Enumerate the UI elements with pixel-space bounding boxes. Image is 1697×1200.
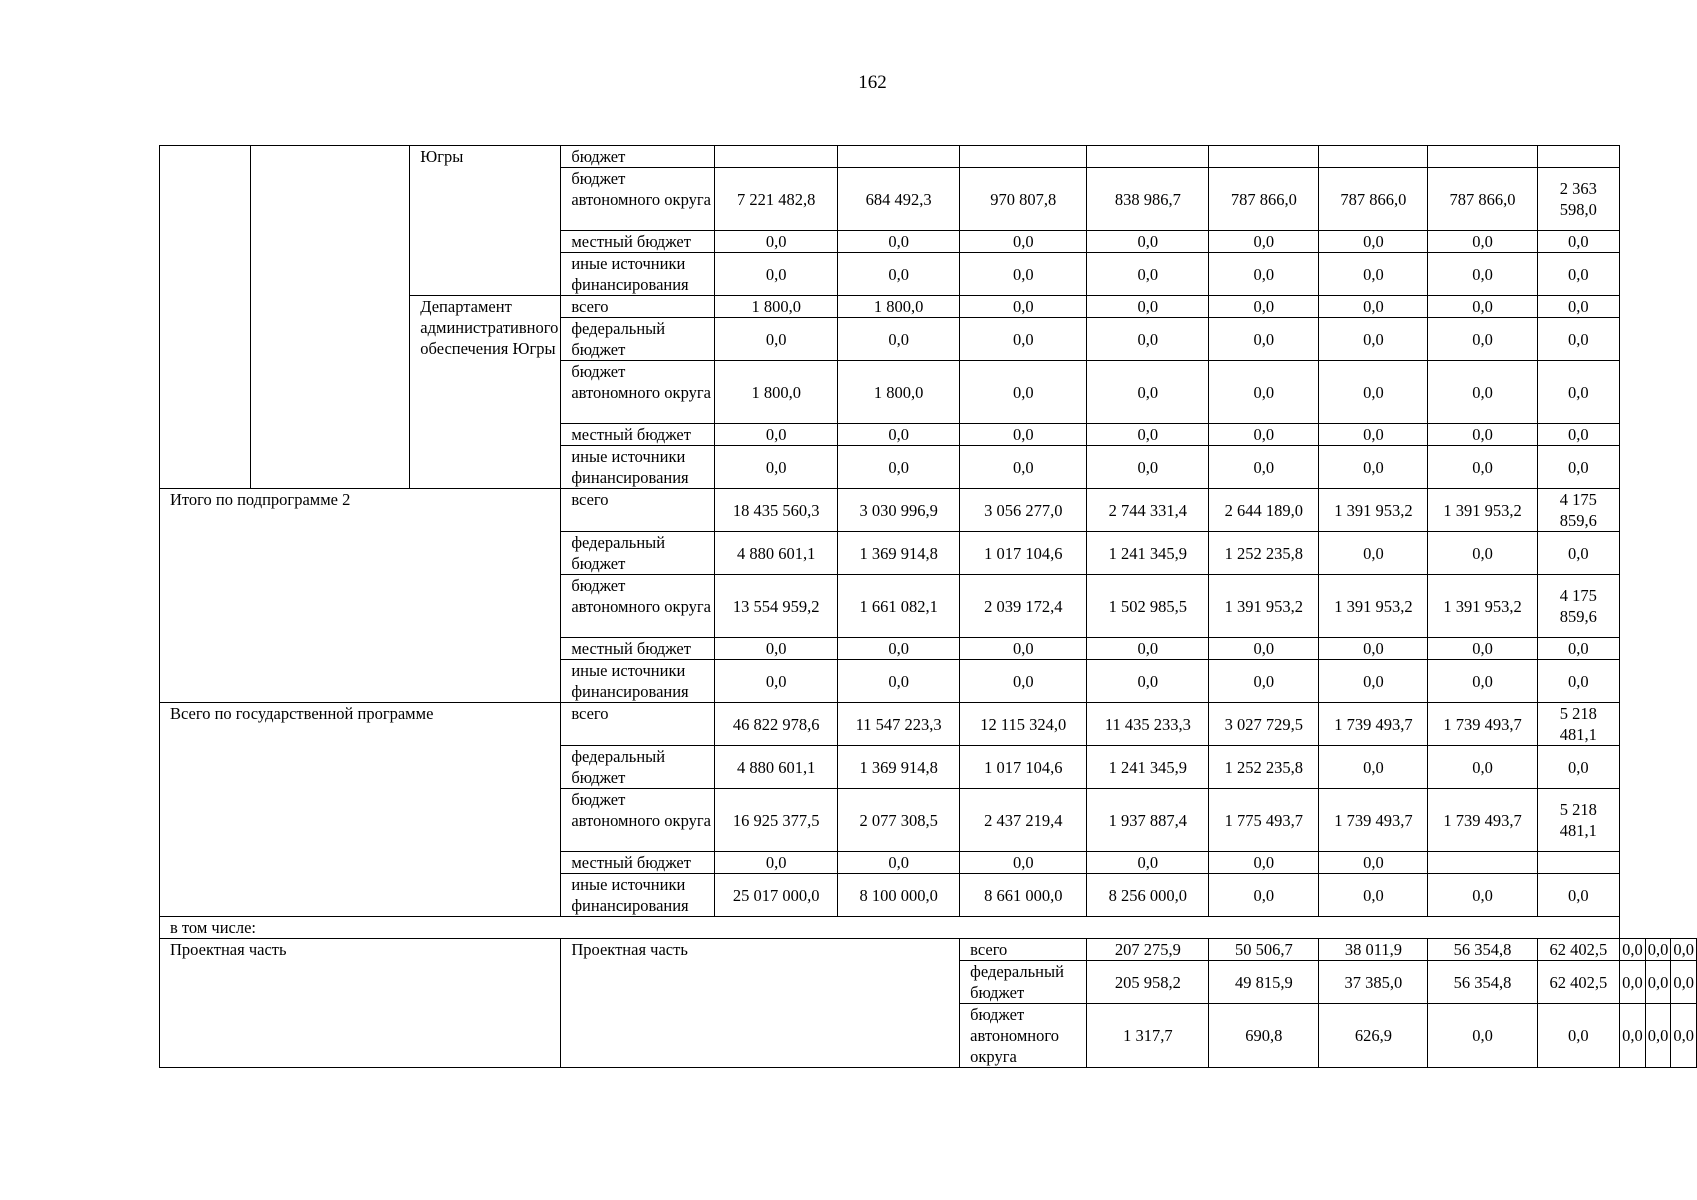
amount-cell: 1 800,0 <box>715 296 838 318</box>
amount-cell <box>838 146 960 168</box>
table-row <box>160 939 1697 961</box>
executor-cell: Югры <box>410 146 561 296</box>
amount-cell: 1 241 345,9 <box>1087 532 1209 575</box>
amount-cell: 38 011,9 <box>1319 939 1428 961</box>
funding-source-cell: бюджет автономного округа <box>561 168 715 231</box>
amount-cell: 0,0 <box>1428 318 1537 361</box>
amount-cell: 8 100 000,0 <box>838 874 960 917</box>
amount-cell: 0,0 <box>1087 253 1209 296</box>
amount-cell: 1 391 953,2 <box>1428 489 1537 532</box>
amount-cell: 626,9 <box>1319 1004 1428 1068</box>
amount-cell: 0,0 <box>1209 874 1319 917</box>
amount-cell: 0,0 <box>1319 318 1428 361</box>
amount-cell: 0,0 <box>838 638 960 660</box>
amount-cell: 0,0 <box>1537 446 1620 489</box>
amount-cell: 62 402,5 <box>1537 961 1620 1004</box>
amount-cell: 1 252 235,8 <box>1209 746 1319 789</box>
amount-cell: 0,0 <box>1319 296 1428 318</box>
amount-cell <box>1319 146 1428 168</box>
amount-cell: 0,0 <box>1087 424 1209 446</box>
funding-source-cell: федеральный бюджет <box>960 961 1087 1004</box>
table-row <box>160 917 1697 939</box>
amount-cell: 49 815,9 <box>1209 961 1319 1004</box>
amount-cell: 0,0 <box>1209 361 1319 424</box>
amount-cell: 0,0 <box>1209 296 1319 318</box>
amount-cell: 0,0 <box>1428 660 1537 703</box>
amount-cell: 1 369 914,8 <box>838 746 960 789</box>
amount-cell: 0,0 <box>1319 852 1428 874</box>
amount-cell: 0,0 <box>1319 424 1428 446</box>
funding-source-cell: иные источники финансирования <box>561 660 715 703</box>
funding-source-cell: местный бюджет <box>561 231 715 253</box>
amount-cell: 3 056 277,0 <box>960 489 1087 532</box>
amount-cell: 0,0 <box>960 424 1087 446</box>
event-name-cell <box>251 146 410 489</box>
program-number-cell <box>160 146 251 489</box>
amount-cell: 0,0 <box>960 638 1087 660</box>
amount-cell <box>1087 146 1209 168</box>
amount-cell: 0,0 <box>715 638 838 660</box>
amount-cell: 1 017 104,6 <box>960 532 1087 575</box>
amount-cell: 0,0 <box>1428 424 1537 446</box>
amount-cell: 0,0 <box>1537 746 1620 789</box>
funding-source-cell: иные источники финансирования <box>561 874 715 917</box>
amount-cell: 0,0 <box>1319 532 1428 575</box>
amount-cell: 0,0 <box>1620 939 1646 961</box>
amount-cell: 0,0 <box>960 296 1087 318</box>
funding-source-cell: местный бюджет <box>561 852 715 874</box>
table-row <box>160 703 1697 746</box>
amount-cell: 0,0 <box>1209 660 1319 703</box>
amount-cell: 0,0 <box>715 852 838 874</box>
amount-cell: 0,0 <box>1537 1004 1620 1068</box>
amount-cell: 0,0 <box>1537 296 1620 318</box>
executor-cell: Департамент административного обеспечения Югры <box>410 296 561 489</box>
funding-source-cell: всего <box>960 939 1087 961</box>
amount-cell: 0,0 <box>838 660 960 703</box>
amount-cell: 0,0 <box>1428 361 1537 424</box>
amount-cell: 1 241 345,9 <box>1087 746 1209 789</box>
amount-cell: 0,0 <box>715 424 838 446</box>
amount-cell: 56 354,8 <box>1428 939 1537 961</box>
amount-cell: 13 554 959,2 <box>715 575 838 638</box>
amount-cell: 1 391 953,2 <box>1319 489 1428 532</box>
funding-source-cell: иные источники финансирования <box>561 446 715 489</box>
amount-cell: 205 958,2 <box>1087 961 1209 1004</box>
funding-source-cell: всего <box>561 489 715 532</box>
amount-cell: 1 800,0 <box>838 361 960 424</box>
amount-cell: 2 039 172,4 <box>960 575 1087 638</box>
funding-source-cell: всего <box>561 703 715 746</box>
funding-source-cell: бюджет <box>561 146 715 168</box>
amount-cell: 0,0 <box>960 660 1087 703</box>
amount-cell: 0,0 <box>1671 961 1697 1004</box>
amount-cell: 0,0 <box>1537 231 1620 253</box>
amount-cell: 4 175 859,6 <box>1537 489 1620 532</box>
amount-cell: 0,0 <box>1537 638 1620 660</box>
amount-cell <box>960 146 1087 168</box>
amount-cell: 207 275,9 <box>1087 939 1209 961</box>
amount-cell <box>1537 852 1620 874</box>
table-row <box>160 489 1697 532</box>
funding-source-cell: федеральный бюджет <box>561 746 715 789</box>
amount-cell: 0,0 <box>960 361 1087 424</box>
amount-cell: 0,0 <box>838 318 960 361</box>
amount-cell: 5 218 481,1 <box>1537 789 1620 852</box>
amount-cell: 12 115 324,0 <box>960 703 1087 746</box>
amount-cell: 0,0 <box>1209 446 1319 489</box>
amount-cell: 0,0 <box>1428 253 1537 296</box>
amount-cell: 0,0 <box>1537 874 1620 917</box>
funding-source-cell: федеральный бюджет <box>561 532 715 575</box>
amount-cell: 0,0 <box>1087 361 1209 424</box>
amount-cell: 0,0 <box>838 253 960 296</box>
amount-cell: 0,0 <box>715 253 838 296</box>
page-number: 162 <box>858 72 887 93</box>
amount-cell: 1 017 104,6 <box>960 746 1087 789</box>
amount-cell: 1 252 235,8 <box>1209 532 1319 575</box>
funding-source-cell: иные источники финансирования <box>561 253 715 296</box>
amount-cell: 11 547 223,3 <box>838 703 960 746</box>
amount-cell: 787 866,0 <box>1209 168 1319 231</box>
amount-cell: 0,0 <box>1537 532 1620 575</box>
amount-cell: 0,0 <box>1319 874 1428 917</box>
funding-source-cell: местный бюджет <box>561 638 715 660</box>
amount-cell: 0,0 <box>715 318 838 361</box>
amount-cell: 0,0 <box>1537 660 1620 703</box>
amount-cell: 56 354,8 <box>1428 961 1537 1004</box>
amount-cell: 3 030 996,9 <box>838 489 960 532</box>
funding-source-cell: бюджет автономного округа <box>561 361 715 424</box>
amount-cell: 0,0 <box>1428 231 1537 253</box>
amount-cell: 37 385,0 <box>1319 961 1428 1004</box>
amount-cell: 787 866,0 <box>1428 168 1537 231</box>
amount-cell: 2 363 598,0 <box>1537 168 1620 231</box>
amount-cell: 0,0 <box>1209 638 1319 660</box>
amount-cell: 0,0 <box>1319 253 1428 296</box>
amount-cell: 0,0 <box>1319 231 1428 253</box>
amount-cell: 1 739 493,7 <box>1319 789 1428 852</box>
amount-cell: 1 800,0 <box>838 296 960 318</box>
amount-cell <box>715 146 838 168</box>
amount-cell: 0,0 <box>1671 1004 1697 1068</box>
funding-source-cell: бюджет автономного округа <box>561 575 715 638</box>
amount-cell: 0,0 <box>1428 746 1537 789</box>
amount-cell: 1 739 493,7 <box>1428 789 1537 852</box>
amount-cell: 0,0 <box>838 424 960 446</box>
amount-cell: 2 077 308,5 <box>838 789 960 852</box>
amount-cell: 7 221 482,8 <box>715 168 838 231</box>
amount-cell: 0,0 <box>838 446 960 489</box>
amount-cell: 0,0 <box>1319 746 1428 789</box>
table-row <box>160 146 1697 168</box>
amount-cell: 0,0 <box>1428 532 1537 575</box>
amount-cell: 0,0 <box>1087 852 1209 874</box>
amount-cell: 690,8 <box>1209 1004 1319 1068</box>
amount-cell: 18 435 560,3 <box>715 489 838 532</box>
amount-cell: 1 391 953,2 <box>1319 575 1428 638</box>
amount-cell: 0,0 <box>1319 638 1428 660</box>
amount-cell: 0,0 <box>1428 874 1537 917</box>
amount-cell: 8 256 000,0 <box>1087 874 1209 917</box>
amount-cell: 1 369 914,8 <box>838 532 960 575</box>
amount-cell: 0,0 <box>1428 1004 1537 1068</box>
amount-cell: 2 744 331,4 <box>1087 489 1209 532</box>
amount-cell: 0,0 <box>1087 318 1209 361</box>
amount-cell: 3 027 729,5 <box>1209 703 1319 746</box>
amount-cell: 0,0 <box>1087 638 1209 660</box>
amount-cell: 0,0 <box>1209 231 1319 253</box>
amount-cell: 2 437 219,4 <box>960 789 1087 852</box>
amount-cell: 1 391 953,2 <box>1209 575 1319 638</box>
amount-cell: 0,0 <box>1537 361 1620 424</box>
amount-cell: 0,0 <box>1209 253 1319 296</box>
amount-cell: 1 739 493,7 <box>1319 703 1428 746</box>
funding-source-cell: местный бюджет <box>561 424 715 446</box>
amount-cell: 0,0 <box>715 231 838 253</box>
amount-cell: 0,0 <box>1209 852 1319 874</box>
amount-cell: 0,0 <box>1645 939 1671 961</box>
amount-cell: 0,0 <box>1087 296 1209 318</box>
amount-cell: 0,0 <box>715 660 838 703</box>
amount-cell: 4 880 601,1 <box>715 532 838 575</box>
amount-cell: 0,0 <box>1537 318 1620 361</box>
amount-cell: 0,0 <box>1319 446 1428 489</box>
amount-cell: 0,0 <box>960 231 1087 253</box>
funding-source-cell: бюджет автономного округа <box>561 789 715 852</box>
amount-cell: 1 937 887,4 <box>1087 789 1209 852</box>
amount-cell: 0,0 <box>1671 939 1697 961</box>
amount-cell: 50 506,7 <box>1209 939 1319 961</box>
amount-cell: 62 402,5 <box>1537 939 1620 961</box>
funding-source-cell: федеральный бюджет <box>561 318 715 361</box>
amount-cell: 4 880 601,1 <box>715 746 838 789</box>
amount-cell: 0,0 <box>1428 446 1537 489</box>
amount-cell: 0,0 <box>1319 361 1428 424</box>
funding-source-cell: бюджет автономного округа <box>960 1004 1087 1068</box>
amount-cell: 1 800,0 <box>715 361 838 424</box>
amount-cell: 1 661 082,1 <box>838 575 960 638</box>
amount-cell: 2 644 189,0 <box>1209 489 1319 532</box>
amount-cell: 11 435 233,3 <box>1087 703 1209 746</box>
subtotal-caption: в том числе: <box>160 917 1620 939</box>
section-label: Проектная часть <box>561 939 960 1068</box>
amount-cell: 46 822 978,6 <box>715 703 838 746</box>
amount-cell: 0,0 <box>1428 638 1537 660</box>
amount-cell: 0,0 <box>1209 424 1319 446</box>
amount-cell: 0,0 <box>838 852 960 874</box>
amount-cell: 0,0 <box>1087 446 1209 489</box>
amount-cell: 0,0 <box>1537 424 1620 446</box>
amount-cell: 0,0 <box>1645 961 1671 1004</box>
amount-cell: 0,0 <box>1319 660 1428 703</box>
amount-cell: 0,0 <box>715 446 838 489</box>
section-label: Проектная часть <box>160 939 561 1068</box>
amount-cell: 25 017 000,0 <box>715 874 838 917</box>
section-label: Итого по подпрограмме 2 <box>160 489 561 703</box>
amount-cell: 4 175 859,6 <box>1537 575 1620 638</box>
amount-cell <box>1209 146 1319 168</box>
amount-cell: 970 807,8 <box>960 168 1087 231</box>
funding-source-cell: всего <box>561 296 715 318</box>
amount-cell: 1 739 493,7 <box>1428 703 1537 746</box>
amount-cell: 684 492,3 <box>838 168 960 231</box>
amount-cell: 0,0 <box>1537 253 1620 296</box>
amount-cell: 0,0 <box>960 318 1087 361</box>
amount-cell: 0,0 <box>1645 1004 1671 1068</box>
amount-cell: 16 925 377,5 <box>715 789 838 852</box>
amount-cell: 0,0 <box>1620 961 1646 1004</box>
amount-cell: 0,0 <box>838 231 960 253</box>
amount-cell: 0,0 <box>960 852 1087 874</box>
amount-cell: 0,0 <box>1087 660 1209 703</box>
amount-cell: 1 502 985,5 <box>1087 575 1209 638</box>
amount-cell: 838 986,7 <box>1087 168 1209 231</box>
amount-cell: 0,0 <box>960 253 1087 296</box>
amount-cell <box>1428 852 1537 874</box>
amount-cell: 0,0 <box>1620 1004 1646 1068</box>
amount-cell: 1 775 493,7 <box>1209 789 1319 852</box>
amount-cell: 5 218 481,1 <box>1537 703 1620 746</box>
amount-cell: 1 317,7 <box>1087 1004 1209 1068</box>
amount-cell: 0,0 <box>1209 318 1319 361</box>
amount-cell: 787 866,0 <box>1319 168 1428 231</box>
amount-cell: 0,0 <box>1428 296 1537 318</box>
budget-table <box>159 145 1697 1068</box>
section-label: Всего по государственной программе <box>160 703 561 917</box>
amount-cell: 8 661 000,0 <box>960 874 1087 917</box>
amount-cell: 0,0 <box>960 446 1087 489</box>
amount-cell <box>1428 146 1537 168</box>
amount-cell: 1 391 953,2 <box>1428 575 1537 638</box>
amount-cell <box>1537 146 1620 168</box>
amount-cell: 0,0 <box>1087 231 1209 253</box>
